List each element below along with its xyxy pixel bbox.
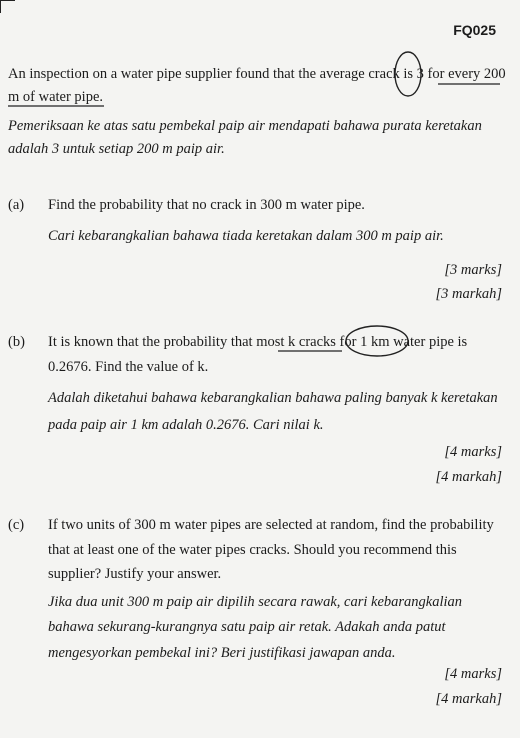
part-a-marks-ms: [3 markah] (435, 286, 502, 302)
part-b-en-line-1: It is known that the probability that most k cracks for 1 km water pipe is (48, 334, 468, 350)
page-corner-mark (0, 0, 15, 13)
part-c-en-line-1: If two units of 300 m water pipes are selected at random, find the probability (48, 517, 494, 533)
part-c-en-line-3: supplier? Justify your answer. (48, 566, 222, 582)
part-b-marks-ms: [4 markah] (435, 469, 502, 485)
part-b-en-line-2: 0.2676. Find the value of k. (48, 359, 209, 375)
part-c-ms-line-2: bahawa sekurang-kurangnya satu paip air retak. Adakah anda patut (48, 619, 446, 635)
part-b-label: (b) (8, 334, 25, 350)
part-c-ms-line-1: Jika dua unit 300 m paip air dipilih secara rawak, cari kebarangkalian (48, 594, 463, 610)
intro-en-line-2: m of water pipe. (8, 89, 104, 105)
part-c-marks-ms: [4 markah] (435, 691, 502, 707)
part-c-en-line-2: that at least one of the water pipes cracks. Should you recommend this (48, 542, 457, 558)
intro-en-line-1: An inspection on a water pipe supplier found that the average crack is 3 for every 200 (8, 66, 506, 82)
part-b-marks-en: [4 marks] (444, 444, 502, 460)
intro-ms-line-1: Pemeriksaan ke atas satu pembekal paip air mendapati bahawa purata keretakan (8, 118, 482, 134)
part-a-en-line-1: Find the probability that no crack in 300 m water pipe. (48, 197, 365, 213)
part-b-ms-line-2: pada paip air 1 km adalah 0.2676. Cari nilai k. (48, 417, 324, 433)
part-a-marks-en: [3 marks] (444, 262, 502, 278)
part-a-label: (a) (8, 197, 25, 213)
part-a-ms-line-1: Cari kebarangkalian bahawa tiada keretakan dalam 300 m paip air. (48, 228, 444, 244)
part-c-marks-en: [4 marks] (444, 666, 502, 682)
intro-ms-line-2: adalah 3 untuk setiap 200 m paip air. (8, 141, 225, 157)
question-code: FQ025 (453, 22, 496, 38)
part-c-ms-line-3: mengesyorkan pembekal ini? Beri justifikasi jawapan anda. (48, 645, 396, 661)
part-c-label: (c) (8, 517, 25, 533)
part-b-ms-line-1: Adalah diketahui bahawa kebarangkalian bahawa paling banyak k keretakan (48, 390, 498, 406)
